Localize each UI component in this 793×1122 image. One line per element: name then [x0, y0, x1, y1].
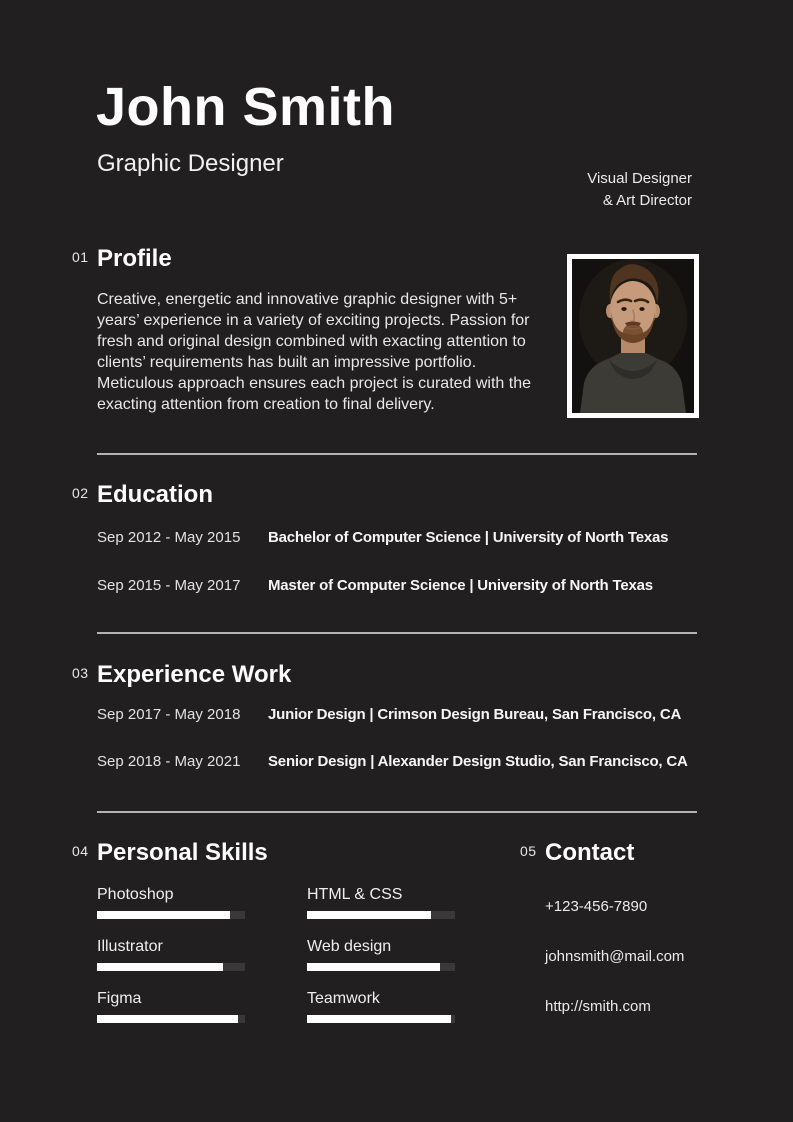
education-dates: Sep 2012 - May 2015	[97, 529, 241, 546]
profile-heading-label: Profile	[97, 245, 172, 272]
skill-bar-track	[307, 1015, 455, 1023]
experience-description: Senior Design | Alexander Design Studio, San Francisco, CA	[268, 753, 688, 770]
skills-section-number: 04	[72, 843, 89, 859]
experience-section-number: 03	[72, 665, 89, 681]
profile-section-number: 01	[72, 249, 89, 265]
section-divider	[97, 453, 697, 455]
person-name: John Smith	[96, 77, 395, 137]
experience-row	[97, 706, 717, 723]
skill-bar-fill	[97, 963, 223, 971]
skill-item	[307, 886, 455, 919]
portrait-photo-image	[572, 259, 694, 413]
section-divider	[97, 632, 697, 634]
education-description: Master of Computer Science | University of North Texas	[268, 577, 653, 594]
contact-email: johnsmith@mail.com	[545, 948, 685, 965]
tagline-line-1: Visual Designer	[587, 170, 692, 187]
skill-bar-track	[307, 911, 455, 919]
contact-section-number: 05	[520, 843, 537, 859]
skill-bar-fill	[307, 963, 440, 971]
skill-name: HTML & CSS	[307, 886, 403, 903]
skill-item	[307, 990, 455, 1023]
education-dates: Sep 2015 - May 2017	[97, 577, 241, 594]
experience-dates: Sep 2017 - May 2018	[97, 706, 241, 723]
skill-bar-fill	[307, 1015, 451, 1023]
skill-item	[97, 938, 245, 971]
education-description: Bachelor of Computer Science | University of North Texas	[268, 529, 669, 546]
skill-name: Illustrator	[97, 938, 163, 955]
profile-text: Creative, energetic and innovative graphic designer with 5+ years’ experience in a variety of exciting projects. Passion for fresh and original design combined with exacting attention to clients’ requirements has built an impressive portfolio. Meticulous approach ensures each project is curated with the exacting attention from creation to final delivery.	[97, 291, 532, 413]
skill-bar-track	[97, 963, 245, 971]
skill-bar-fill	[307, 911, 431, 919]
skill-bar-track	[97, 911, 245, 919]
skill-bar-track	[307, 963, 455, 971]
education-heading-label: Education	[97, 481, 214, 508]
contact-website: http://smith.com	[545, 998, 651, 1015]
contact-heading	[520, 838, 635, 867]
contact-heading-label: Contact	[545, 839, 635, 866]
skill-item	[307, 938, 455, 971]
profile-heading	[72, 244, 172, 273]
skills-column-right	[307, 886, 455, 1042]
education-row	[97, 529, 717, 546]
education-section-number: 02	[72, 485, 89, 501]
experience-row	[97, 753, 717, 770]
skill-name: Teamwork	[307, 990, 380, 1007]
skills-column-left	[97, 886, 245, 1042]
skills-heading-label: Personal Skills	[97, 839, 268, 866]
experience-dates: Sep 2018 - May 2021	[97, 753, 241, 770]
skill-item	[97, 990, 245, 1023]
skills-heading	[72, 838, 268, 867]
contact-list	[545, 898, 684, 1048]
skill-name: Photoshop	[97, 886, 174, 903]
contact-phone: +123-456-7890	[545, 898, 648, 915]
experience-description: Junior Design | Crimson Design Bureau, San Francisco, CA	[268, 706, 682, 723]
experience-heading	[72, 660, 292, 689]
education-row	[97, 577, 717, 594]
education-heading	[72, 480, 214, 509]
skill-name: Web design	[307, 938, 392, 955]
tagline-line-2: & Art Director	[602, 192, 692, 209]
skill-bar-fill	[97, 911, 230, 919]
skill-item	[97, 886, 245, 919]
job-title: Graphic Designer	[97, 150, 284, 177]
tagline	[587, 168, 692, 212]
portrait-photo	[567, 254, 699, 418]
skill-bar-fill	[97, 1015, 238, 1023]
skill-name: Figma	[97, 990, 142, 1007]
section-divider	[97, 811, 697, 813]
skill-bar-track	[97, 1015, 245, 1023]
experience-heading-label: Experience Work	[97, 661, 292, 688]
skills-grid	[97, 886, 455, 1042]
